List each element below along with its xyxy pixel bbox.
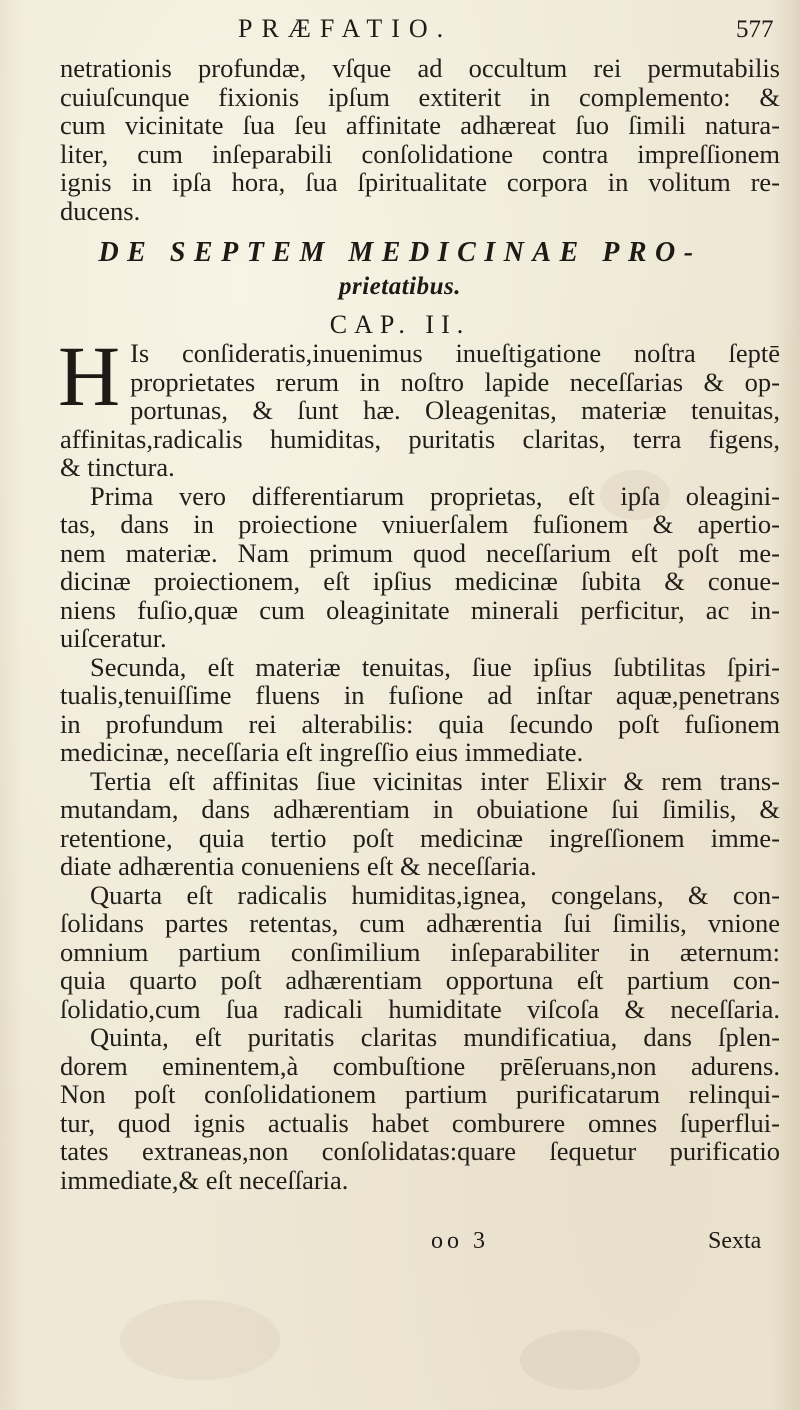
paper-stain <box>520 1330 640 1390</box>
text-line: proprietates rerum in noſtro lapide neceſſarias & op- <box>130 366 780 397</box>
text-line: in profundum rei alterabilis: quia ſecundo poſt fuſionem <box>60 708 780 739</box>
text-line: mutandam, dans adhærentiam in obuiatione ſui ſimilis, & <box>60 794 780 824</box>
text-line: tas, dans in proiectione vniuerſalem fuſionem & apertio- <box>60 509 780 539</box>
text-line: & tinctura. <box>60 452 175 482</box>
text-line: Tertia eſt affinitas ſiue vicinitas inter Elixir & rem trans- <box>90 765 780 796</box>
text-line: immediate,& eſt neceſſaria. <box>60 1164 349 1195</box>
text-line: Quinta, eſt puritatis claritas mundificatiua, dans ſplen- <box>90 1022 780 1052</box>
text-line: dorem eminentem,à combuſtione prēſeruans,non adurens. <box>60 1050 780 1081</box>
text-line: ſolidatio,cum ſua radicali humiditate viſcoſa & neceſſaria. <box>60 993 780 1024</box>
running-head <box>0 14 800 50</box>
text-line: ſolidans partes retentas, cum adhærentia ſui ſimilis, vnione <box>60 908 780 938</box>
text-line: Is conſideratis,inuenimus inueſtigatione noſtra ſeptē <box>130 338 780 368</box>
text-line: tates extraneas,non conſolidatas:quare ſequetur purificatio <box>60 1136 780 1166</box>
text-line: nem materiæ. Nam primum quod neceſſarium eſt poſt me- <box>60 537 780 568</box>
text-line: Quarta eſt radicalis humiditas,ignea, congelans, & con- <box>90 879 780 910</box>
running-title: PRÆFATIO. <box>238 14 453 43</box>
text-line: cum vicinitate ſua ſeu affinitate adhæreat ſuo ſimili natura- <box>60 110 780 140</box>
text-line: tualis,tenuiſſime fluens in fuſione ad inſtar aquæ,penetrans <box>60 680 780 710</box>
text-line: diate adhærentia conueniens eſt & neceſſaria. <box>60 851 537 881</box>
page-footer <box>0 1228 800 1260</box>
text-line: quia quarto poſt adhærentiam opportuna eſt partium con- <box>60 965 780 995</box>
text-line: Non poſt conſolidationem partium purificatarum relinqui- <box>60 1079 780 1109</box>
text-line: niens fuſio,quæ cum oleaginitate minerali perficitur, ac in- <box>60 594 780 625</box>
page-number: 577 <box>736 16 774 43</box>
text-line: Secunda, eſt materiæ tenuitas, ſiue ipſius ſubtilitas ſpiri- <box>90 651 780 682</box>
section-heading <box>0 236 800 304</box>
catchword: Sexta <box>708 1228 762 1254</box>
text-line: medicinæ, neceſſaria eſt ingreſſio eius immediate. <box>60 737 584 767</box>
heading-line: prietatibus. <box>339 273 461 300</box>
signature-mark: oo 3 <box>431 1228 489 1254</box>
heading-line: DE SEPTEM MEDICINAE PRO- <box>98 237 702 268</box>
chapter-body <box>58 328 780 1195</box>
text-line: liter, cum inſeparabili conſolidatione contra impreſſionem <box>60 138 780 169</box>
text-line: retentione, quia tertio poſt medicinæ ingreſſionem imme- <box>60 822 780 853</box>
chapter-number: CAP. II. <box>329 310 471 339</box>
text-line: cuiuſcunque fixionis ipſum extiterit in complemento: & <box>60 81 780 112</box>
text-line: portunas, & ſunt hæ. Oleagenitas, materiæ tenuitas, <box>130 395 780 425</box>
text-line: dicinæ proiectionem, eſt ipſius medicinæ ſubita & conue- <box>60 566 780 596</box>
text-line: affinitas,radicalis humiditas, puritatis claritas, terra figens, <box>60 423 780 454</box>
intro-paragraph <box>60 54 780 225</box>
text-line: uiſceratur. <box>60 623 167 653</box>
text-line: ducens. <box>60 195 141 226</box>
text-line: netrationis profundæ, vſque ad occultum rei permutabilis <box>60 53 780 83</box>
text-line: ignis in ipſa hora, ſua ſpiritualitate corpora in volitum re- <box>60 167 780 197</box>
paper-stain <box>120 1300 280 1380</box>
text-line: Prima vero differentiarum proprietas, eſt ipſa oleagini- <box>90 480 780 511</box>
text-line: tur, quod ignis actualis habet comburere omnes ſuperflui- <box>60 1107 780 1138</box>
text-line: omnium partium conſimilium inſeparabiliter in æternum: <box>60 936 780 967</box>
drop-cap: H <box>58 328 121 424</box>
